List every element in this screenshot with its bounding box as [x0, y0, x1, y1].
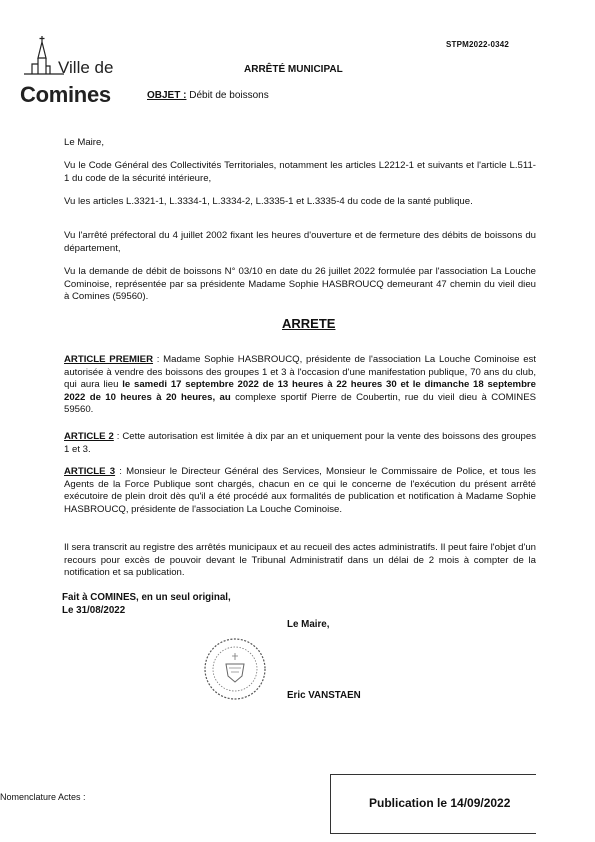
city-logo	[18, 34, 128, 107]
salutation: Le Maire,	[64, 137, 104, 148]
article-3-text: : Monsieur le Directeur Général des Services, Monsieur le Commissaire de Police, et tous les Agents de la Force Publique sont chargés, chacun en ce qui le concerne de l'exécution du présent arrêté exécutoire de plein droit dès qu'il a été procédé aux formalités de publication et notification à Madame Sophie HASBROUCQ, présidente de l'association La Louche Cominoise.	[64, 466, 536, 515]
decree-heading: ARRETE	[282, 316, 336, 331]
signature-title: Le Maire,	[287, 619, 330, 630]
signer-name: Eric VANSTAEN	[287, 690, 361, 701]
document-reference: STPM2022-0342	[446, 40, 510, 49]
nomenclature-label: Nomenclature Actes :	[0, 792, 86, 802]
article-2-label: ARTICLE 2	[64, 431, 114, 442]
logo-line-ville: Ville de	[58, 58, 114, 77]
consideration-4: Vu la demande de débit de boissons N° 03/10 en date du 26 juillet 2022 formulée par l'association La Louche Cominoise, représentée par sa présidente Madame Sophie HASBROUCQ demeurant 47 chemin du vieil dieu à Comines (59560).	[64, 266, 536, 303]
logo-line-comines: Comines	[20, 82, 111, 107]
subject-line	[147, 90, 269, 101]
article-3	[64, 466, 536, 516]
publication-date: Publication le 14/09/2022	[369, 796, 511, 810]
date-line: Le 31/08/2022	[62, 604, 126, 616]
official-seal-stamp	[202, 636, 268, 702]
document-title: ARRÊTÉ MUNICIPAL	[244, 64, 343, 75]
publication-box	[330, 774, 536, 834]
article-1-text: : Madame Sophie HASBROUCQ, présidente de l'association La Louche Cominoise est autorisée à vendre des boissons des groupes 1 et 3 à l'occasion d'une manifestation publique, 70 ans du club, qui aura lieu	[64, 354, 537, 391]
consideration-2: Vu les articles L.3321-1, L.3334-1, L.3334-2, L.3335-1 et L.3335-4 du code de la santé publique.	[64, 196, 473, 207]
subject-text: Débit de boissons	[189, 90, 269, 101]
place-line: Fait à COMINES, en un seul original,	[62, 592, 231, 603]
consideration-1: Vu le Code Général des Collectivités Territoriales, notamment les articles L2212-1 et suivants et l'article L.511-1 du code de la sécurité intérieure,	[64, 160, 536, 184]
article-2-text: : Cette autorisation est limitée à dix par an et uniquement pour la vente des boissons des groupes 1 et 3.	[64, 431, 536, 455]
consideration-3: Vu l'arrêté préfectoral du 4 juillet 2002 fixant les heures d'ouverture et de fermeture des débits de boissons du département,	[64, 230, 536, 254]
place-date	[62, 592, 231, 617]
article-1-label: ARTICLE PREMIER	[64, 354, 154, 365]
article-1-dates: le samedi 17 septembre 2022 de 13 heures à 22 heures 30 et le dimanche 18 septembre 2022 de 10 heures à 20 heures, au	[64, 379, 536, 403]
article-1-location: complexe sportif Pierre de Coubertin, rue du vieil dieu à COMINES 59560.	[64, 391, 536, 416]
article-3-label: ARTICLE 3	[64, 466, 116, 477]
subject-label: OBJET :	[147, 90, 187, 101]
closing-paragraph: Il sera transcrit au registre des arrêtés municipaux et au recueil des actes administratifs. Il peut faire l'objet d'un recours pour excès de pouvoir devant le Tribunal Administratif dans un délai de 2 mois à compter de la notification et sa publication.	[64, 542, 536, 579]
article-2	[64, 431, 536, 456]
article-1	[64, 354, 536, 417]
